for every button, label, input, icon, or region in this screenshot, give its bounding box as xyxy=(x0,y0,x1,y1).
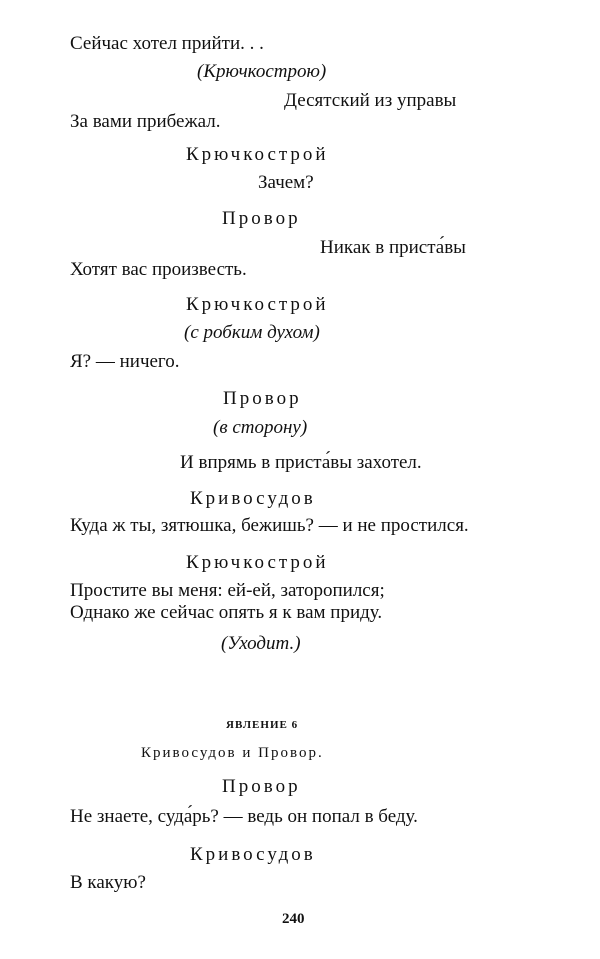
stage-direction: (в сторону) xyxy=(213,417,308,438)
verse-line: Десятский из управы xyxy=(284,90,457,111)
stage-direction: (Крючкострою) xyxy=(197,61,327,82)
speaker-name: Провор xyxy=(222,776,301,797)
verse-line: За вами прибежал. xyxy=(70,111,221,132)
scene-characters: Кривосудов и Провор. xyxy=(141,745,324,761)
speaker-name: Крючкострой xyxy=(186,552,329,573)
verse-line: Зачем? xyxy=(258,172,314,193)
verse-line: Простите вы меня: ей-ей, заторопился; xyxy=(70,580,385,601)
speaker-name: Крючкострой xyxy=(186,294,329,315)
verse-line: Никак в приста́вы xyxy=(320,237,466,258)
verse-line: И впрямь в приста́вы захотел. xyxy=(180,452,422,473)
verse-line: В какую? xyxy=(70,872,146,893)
stage-direction: (с робким духом) xyxy=(184,322,320,343)
speaker-name: Кривосудов xyxy=(190,844,316,865)
speaker-name: Провор xyxy=(223,388,302,409)
verse-line: Куда ж ты, зятюшка, бежишь? — и не простился. xyxy=(70,515,469,536)
speaker-name: Провор xyxy=(222,208,301,229)
scene-heading: ЯВЛЕНИЕ 6 xyxy=(226,719,299,731)
stage-direction: (Уходит.) xyxy=(221,633,301,654)
verse-line: Не знаете, суда́рь? — ведь он попал в беду. xyxy=(70,806,418,827)
verse-line: Однако же сейчас опять я к вам приду. xyxy=(70,602,383,623)
speaker-name: Крючкострой xyxy=(186,144,329,165)
page-number: 240 xyxy=(282,911,305,927)
verse-line: Хотят вас произвесть. xyxy=(70,259,247,280)
verse-line: Сейчас хотел прийти. . . xyxy=(70,33,264,54)
verse-line: Я? — ничего. xyxy=(70,351,180,372)
speaker-name: Кривосудов xyxy=(190,488,316,509)
